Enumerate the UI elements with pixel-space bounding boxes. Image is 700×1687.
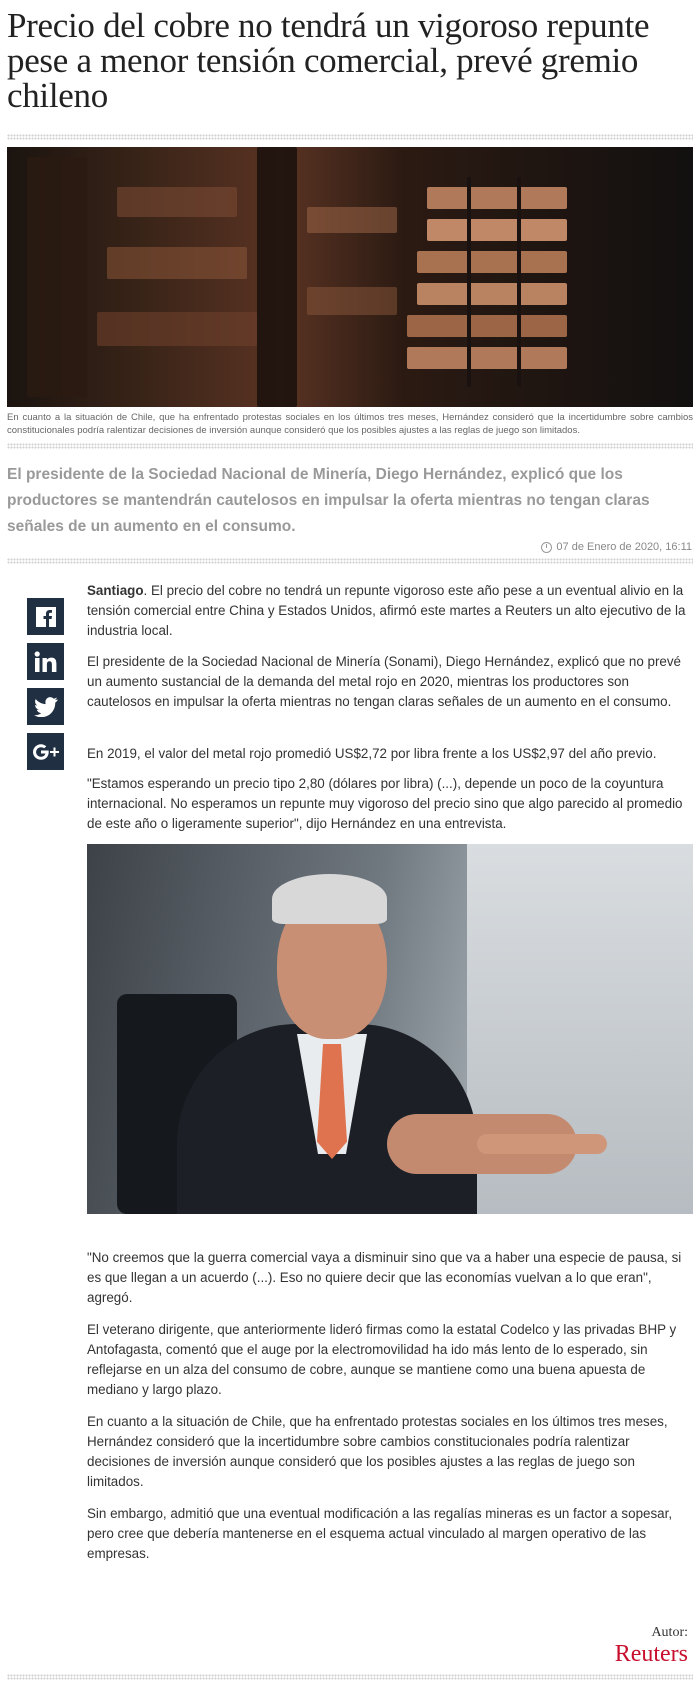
facebook-icon [35,606,57,628]
dotted-divider [7,558,693,564]
hero-caption: En cuanto a la situación de Chile, que ha enfrentado protestas sociales en los últimos tres meses, Hernández consideró que la incertidumbre sobre cambios constitucionales podría ralentizar decisiones de inversión aunque consideró que los posibles ajustes a las reglas de juego son limitados. [7,412,693,436]
body-paragraph: En 2019, el valor del metal rojo promedió US$2,72 por libra frente a los US$2,97 del año previo. [87,746,657,761]
dotted-divider [7,1674,693,1680]
body-paragraph: En cuanto a la situación de Chile, que ha enfrentado protestas sociales en los últimos tres meses, Hernández consideró que la incertidumbre sobre cambios constitucionales podría ralentizar decisiones de inversión aunque consideró que los posibles ajustes a las reglas de juego son limitados. [87,1414,668,1489]
share-linkedin-button[interactable] [27,643,64,680]
author-name: Reuters [614,1641,688,1667]
body-paragraph: El veterano dirigente, que anteriormente lideró firmas como la estatal Codelco y las privadas BHP y Antofagasta, comentó que el auge por la electromovilidad ha ido más lento de lo esperado, sin reflejarse en un alza del consumo de cobre, aunque se mantiene como una buena apuesta de mediano y largo plazo. [87,1322,677,1397]
google-plus-icon [33,743,59,761]
share-twitter-button[interactable] [27,688,64,725]
photo-diego-hernandez [87,844,693,1214]
share-google-plus-button[interactable] [27,733,64,770]
article-lead: El presidente de la Sociedad Nacional de Minería, Diego Hernández, explicó que los productores se mantendrán cautelosos en impulsar la oferta mientras no tengan claras señales de un aumento en el consumo. [7,466,650,535]
clock-icon [541,542,552,553]
linkedin-icon [34,651,58,673]
hero-image-copper-ingots [7,147,693,407]
body-paragraph: Sin embargo, admitió que una eventual modificación a las regalías mineras es un factor a sopesar, pero cree que debería mantenerse en el esquema actual vinculado al margen operativo de las empresas. [87,1506,673,1561]
body-paragraph: El presidente de la Sociedad Nacional de Minería (Sonami), Diego Hernández, explicó que no prevé un aumento sustancial de la demanda del metal rojo en 2020, mientras los productores son cautelosos en impulsar la oferta mientras no tengan claras señales de un aumento en el consumo. [87,654,682,709]
share-facebook-button[interactable] [27,598,64,635]
dotted-divider [7,443,693,449]
dateline: Santiago [87,583,144,598]
date-text: 07 de Enero de 2020, 16:11 [556,541,692,553]
article-title: Precio del cobre no tendrá un vigoroso repunte pese a menor tensión comercial, prevé gremio chileno [7,6,650,115]
dotted-divider [7,134,693,140]
body-paragraph: "Estamos esperando un precio tipo 2,80 (dólares por libra) (...), depende un poco de la coyuntura internacional. No esperamos un repunte muy vigoroso del precio sino que algo parecido al promedio de este año o ligeramente superior", dijo Hernández en una entrevista. [87,776,683,831]
article-date [541,541,692,553]
twitter-icon [34,697,58,717]
body-paragraph: "No creemos que la guerra comercial vaya a disminuir sino que va a haber una especie de pausa, si es que llegan a un acuerdo (...). Eso no quiere decir que las economías vuelvan a lo que eran", agregó. [87,1250,682,1305]
author-label: Autor: [651,1625,688,1640]
body-paragraph: Santiago. El precio del cobre no tendrá un repunte vigoroso este año pese a un eventual alivio en la tensión comercial entre China y Estados Unidos, afirmó este martes a Reuters un alto ejecutivo de la industria local. [87,583,686,638]
